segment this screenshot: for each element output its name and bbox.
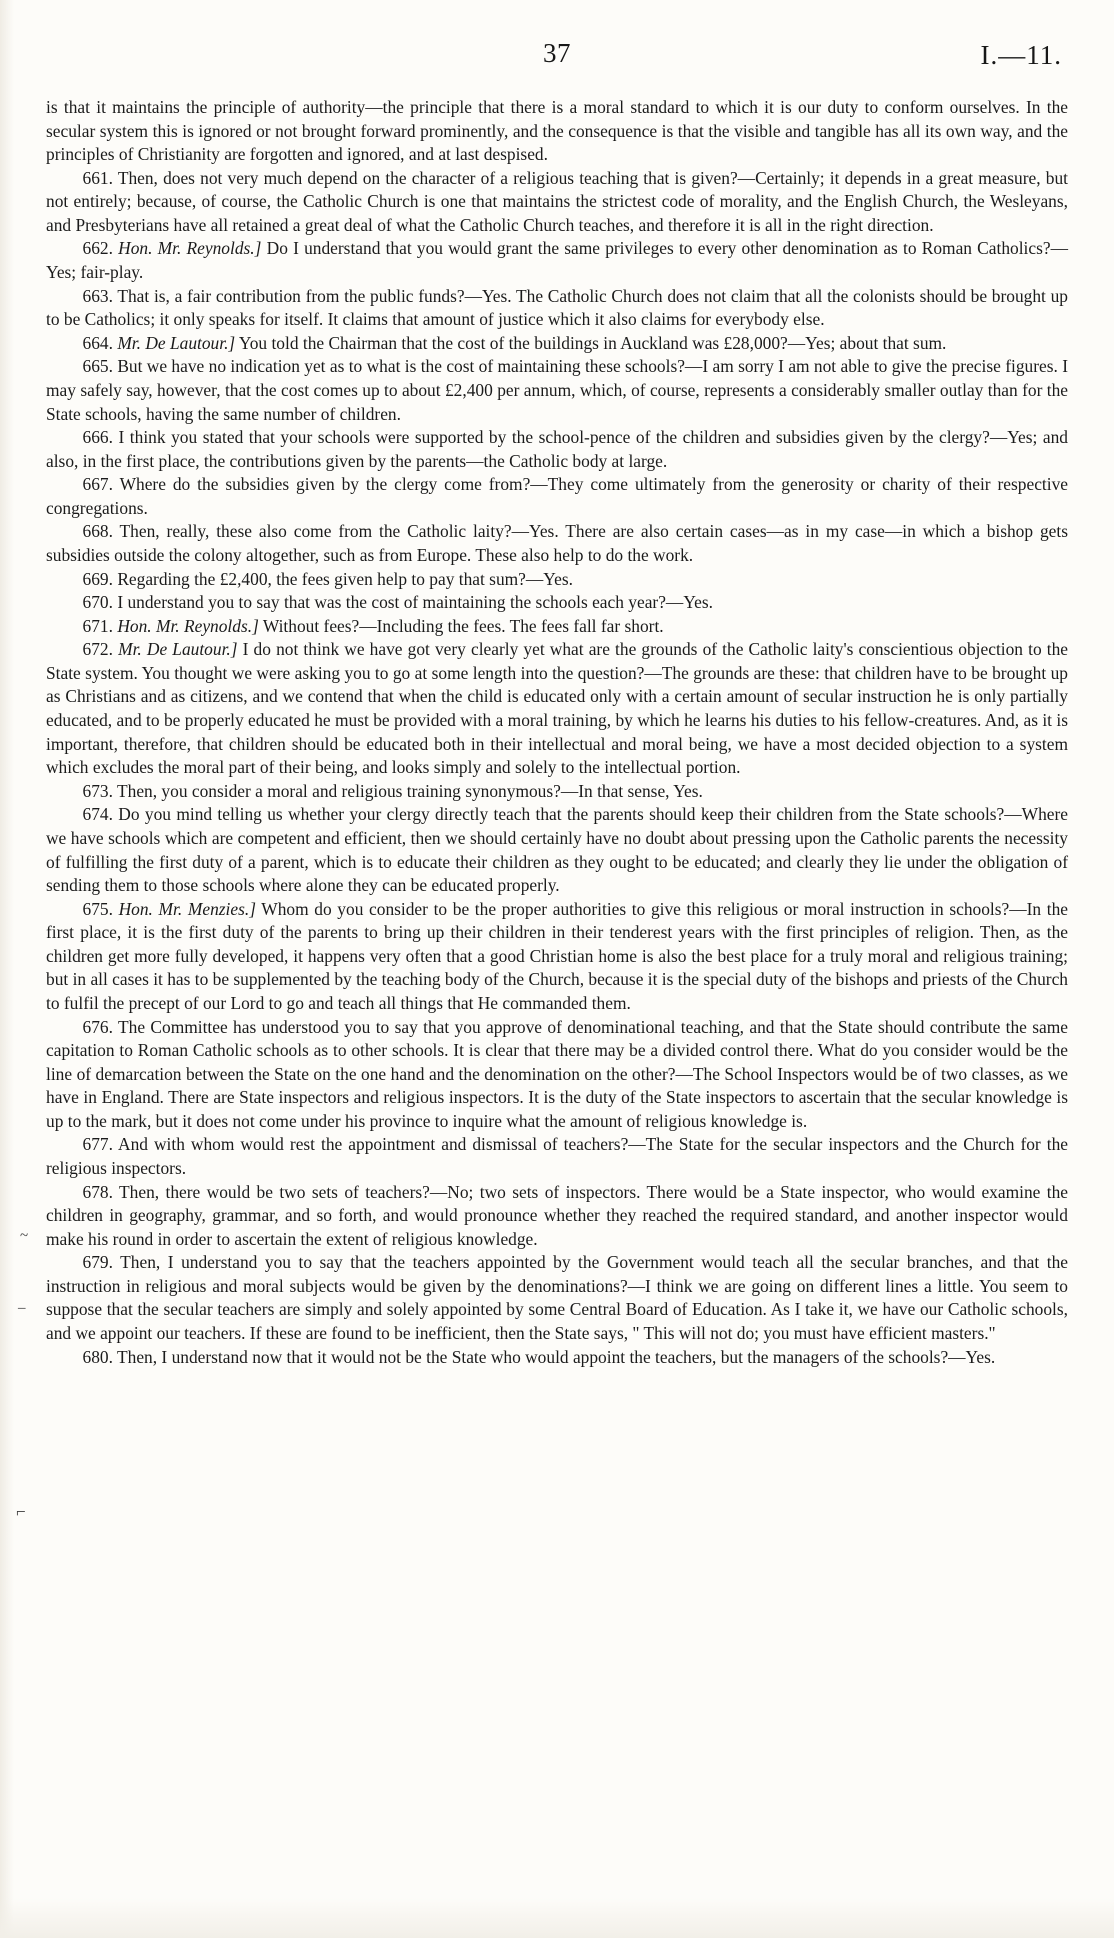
paragraph-text: I do not think we have got very clearly yet what are the grounds of the Catholic laity's conscientious objection to the State system. You thought we were asking you to go at some length into the question?—The grounds are these: that children have to be brought up as Christians and as citizens, and we contend that when the child is educated only with a certain amount of secular instruction he is only partially educated, and to be properly educated he must be provided with a moral training, by which he learns his duties to his fellow-creatures. And, as it is important, therefore, that children should be educated both in their intellectual and moral being, we have a most decided objection to a system which excludes the moral part of their being, and looks simply and solely to the intellectual portion. (46, 639, 1069, 778)
question-number: 671. (82, 615, 118, 636)
paragraph-text: 665. But we have no indication yet as to what is the cost of maintaining these schools?—I am sorry I am not able to give the precise figures. I may safely say, however, that the cost comes up to about £2,400 per annum, which, of course, represents a considerably smaller outlay than for the State schools, having the same number of children. (46, 356, 1068, 424)
page-body (44, 96, 1070, 1369)
paragraph-p-680 (46, 1346, 1068, 1370)
question-number: 675. (82, 898, 119, 919)
paragraph-p-672 (46, 638, 1068, 779)
question-number: 672. (82, 639, 119, 660)
paragraph-text: 670. I understand you to say that was the cost of maintaining the schools each year?—Yes. (82, 592, 713, 613)
paragraph-text: 663. That is, a fair contribution from the public funds?—Yes. The Catholic Church does not claim that all the colonists should be brought up to be Catholics; it only speaks for itself. It claims that amount of justice which it also claims for everybody else. (46, 285, 1068, 330)
paragraph-p-678 (46, 1181, 1068, 1252)
paragraph-p-675 (46, 898, 1068, 1016)
speaker-name: Hon. Mr. Reynolds.] (117, 615, 259, 636)
paragraph-text: 666. I think you stated that your schools were supported by the school-pence of the children and subsidies given by the clergy?—Yes; and also, in the first place, the contributions given by the parents—the Catholic body at large. (46, 427, 1068, 471)
paragraph-p-665 (46, 355, 1068, 426)
question-number: 662. (82, 238, 119, 259)
speaker-name: Hon. Mr. Reynolds.] (118, 238, 262, 259)
paragraph-p-676 (46, 1016, 1068, 1134)
paragraph-text: Whom do you consider to be the proper authorities to give this religious or moral instruction in schools?—In the first place, it is the first duty of the parents to bring up their children in their tenderest years with the first principles of religion. Then, as the children get more fully developed, it happens very often that a good Christian home is also the best place for a truly moral and religious training; but in all cases it has to be supplemented by the teaching body of the Church, because it is the special duty of the bishops and priests of the Church to fulfil the precept of our Lord to go and teach all things that He commanded them. (46, 898, 1068, 1013)
speaker-name: Mr. De Lautour.] (118, 639, 238, 660)
paragraph-p-669 (46, 568, 1068, 592)
paragraph-p-673 (46, 780, 1068, 804)
paragraph-p-661 (46, 167, 1068, 238)
margin-mark-dash-2: – (18, 1300, 26, 1316)
paragraph-text: 678. Then, there would be two sets of teachers?—No; two sets of inspectors. There would be a State inspector, who would examine the children in geography, grammar, and so forth, and would pronounce whether they reached the required standard, and another inspector would make his round in order to ascertain the extent of religious knowledge. (46, 1181, 1068, 1249)
paragraph-text: 667. Where do the subsidies given by the clergy come from?—They come ultimately from the generosity or charity of their respective congregations. (46, 474, 1068, 518)
page-header (44, 38, 1070, 82)
question-number: 664. (82, 332, 118, 353)
paragraph-text: 674. Do you mind telling us whether your clergy directly teach that the parents should keep their children from the State schools?—Where we have schools which are competent and efficient, then we should certainly have no doubt about pressing upon the Catholic parents the necessity of fulfilling the first duty of a parent, which is to educate their children as they ought to be educated; and clearly they lie under the obligation of sending them to those schools where alone they can be educated properly. (46, 804, 1068, 896)
paragraph-p-670 (46, 591, 1068, 615)
paragraph-text: 668. Then, really, these also come from the Catholic laity?—Yes. There are also certain cases—as in my case—in which a bishop gets subsidies outside the colony altogether, such as from Europe. These also help to do the work. (46, 521, 1068, 565)
paragraph-p-663 (46, 285, 1068, 332)
page-number: 37 (543, 38, 571, 68)
paragraph-p-671 (46, 615, 1068, 639)
paragraph-p-668 (46, 520, 1068, 567)
document-reference: I.—11. (980, 40, 1062, 70)
speaker-name: Mr. De Lautour.] (117, 332, 236, 353)
paragraph-text: is that it maintains the principle of authority—the principle that there is a moral standard to which it is our duty to conform ourselves. In the secular system this is ignored or not brought forward prominently, and the consequence is that the visible and tangible has all its own way, and the principles of Christianity are forgotten and ignored, and at last despised. (46, 97, 1068, 165)
page-edge-shadow (0, 0, 14, 1938)
paragraph-p-intro (46, 96, 1068, 167)
paragraph-p-666 (46, 426, 1068, 473)
paragraph-text: 669. Regarding the £2,400, the fees given help to pay that sum?—Yes. (82, 568, 573, 589)
paragraph-text: 661. Then, does not very much depend on the character of a religious teaching that is given?—Certainly; it depends in a great measure, but not entirely; because, of course, the Catholic Church is one that maintains the strictest code of morality, and the English Church, the Wesleyans, and Presbyterians have all retained a great deal of what the Catholic Church teaches, and therefore it is all in the right direction. (46, 167, 1068, 235)
paragraph-p-662 (46, 237, 1068, 284)
speaker-name: Hon. Mr. Menzies.] (118, 898, 256, 919)
paragraph-p-677 (46, 1133, 1068, 1180)
paragraph-text: Without fees?—Including the fees. The fees fall far short. (258, 615, 664, 636)
paragraph-text: 679. Then, I understand you to say that the teachers appointed by the Government would teach all the secular branches, and that the instruction in religious and moral subjects would be given by the denominations?—I think we are going on different lines a little. You seem to suppose that the secular teachers are simply and solely appointed by some Central Board of Education. As I take it, we have our Catholic schools, and we appoint our teachers. If these are found to be inefficient, then the State says, " This will not do; you must have efficient masters." (46, 1252, 1068, 1344)
paragraph-text: Do I understand that you would grant the same privileges to every other denomination as to Roman Catholics?—Yes; fair-play. (46, 238, 1068, 283)
paragraph-p-679 (46, 1251, 1068, 1345)
margin-annotations (14, 0, 44, 1938)
paragraph-text: 676. The Committee has understood you to say that you approve of denominational teaching, and that the State should contribute the same capitation to Roman Catholic schools as to other schools. It is clear that there may be a divided control there. What do you consider would be the line of demarcation between the State on the one hand and the denomination on the other?—The School Inspectors would be of two classes, as we have in England. There are State inspectors and religious inspectors. It is the duty of the State inspectors to ascertain that the secular knowledge is up to the mark, but it does not come under his province to inquire what the amount of religious knowledge is. (46, 1016, 1068, 1131)
page-bottom-shadow (0, 1898, 1114, 1938)
paragraph-p-667 (46, 473, 1068, 520)
paragraph-p-674 (46, 803, 1068, 897)
paragraph-text: 677. And with whom would rest the appointment and dismissal of teachers?—The State for the secular inspectors and the Church for the religious inspectors. (46, 1134, 1068, 1179)
margin-mark-dash-1: ~ (20, 1228, 29, 1244)
paragraph-text: You told the Chairman that the cost of the buildings in Auckland was £28,000?—Yes; about that sum. (235, 332, 947, 353)
paragraph-p-664 (46, 332, 1068, 356)
paragraph-text: 673. Then, you consider a moral and religious training synonymous?—In that sense, Yes. (82, 780, 703, 801)
paragraph-text: 680. Then, I understand now that it would not be the State who would appoint the teachers, but the managers of the schools?—Yes. (82, 1346, 996, 1367)
margin-mark-dash-3: ⌐ (16, 1502, 26, 1521)
